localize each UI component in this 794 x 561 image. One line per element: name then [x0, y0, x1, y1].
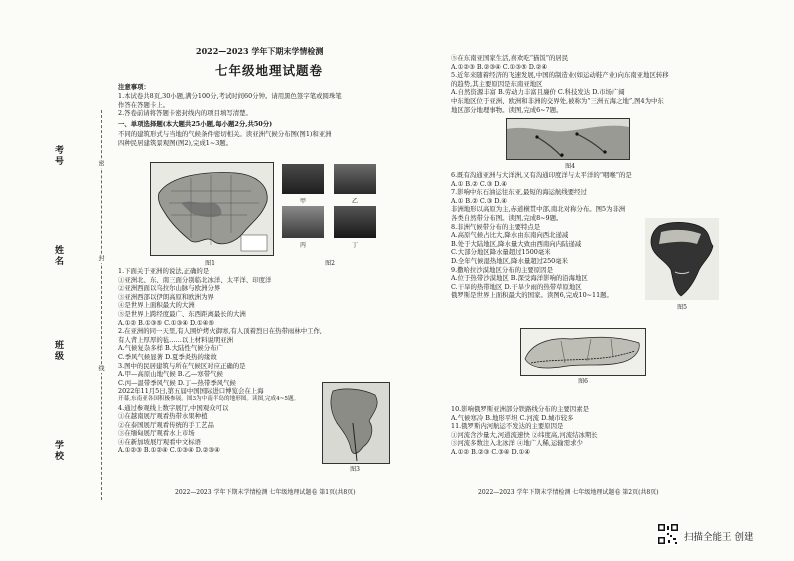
photo-label-ding: 丁: [351, 242, 358, 249]
fig1-caption: 图1: [205, 260, 215, 267]
house-photo-ding: [334, 206, 376, 238]
question-line: ③河流多数注入北冰洋 ④地广人稀,运输需求少: [451, 439, 583, 448]
question-line: C.干旱的热带地区 D.干旱少雨的热带草原地区: [451, 282, 582, 291]
question-line: ①河流含沙量大,河道流速快 ②纬度高,河流结冰期长: [451, 430, 598, 439]
question-line: 地区部分地理事物。读图,完成6~7题。: [451, 105, 563, 114]
photo-label-bing: 丙: [299, 242, 306, 249]
question-line: D.全年气候湿热地区,降水量超过250毫米: [451, 256, 569, 265]
question-line: A.①②③ B.①②④ C.①③④ D.②③④: [118, 446, 220, 455]
asia-climate-map: [150, 162, 274, 256]
question-line: A.气候复杂多样 B.大陆性气候分布广: [118, 344, 223, 353]
question-line: ③在缅甸展厅观看水上市场: [118, 429, 195, 438]
intro-line: 四种民居建筑景观图(图2),完成1~3题。: [118, 138, 233, 147]
question-line: ⑤是世界上跨经度最广、东西距离最长的大洲: [118, 309, 246, 318]
question-line: 1.下面关于亚洲的说法,正确的是: [118, 267, 210, 275]
indochina-map-drawing: [323, 383, 389, 463]
notes-line: 2.答卷前请将答题卡密封线内的项目填写清楚。: [118, 109, 252, 118]
question-line: ②亚洲西面以乌拉尔山脉与欧洲分界: [118, 284, 221, 293]
question-line: 10.影响俄罗斯亚洲部分铁路线分布的主要因素是: [451, 405, 589, 413]
fig2-caption: 图2: [325, 260, 335, 267]
label-exam-no: 考号: [53, 145, 63, 167]
question-line: A.① B.② C.③ D.④: [451, 196, 508, 205]
question-line: C.季风气候显著 D.夏季炎热的缘故: [118, 352, 217, 361]
russia-map: [520, 328, 646, 376]
footer-right: 2022—2023 学年下期末学情检测 七年级地理试题卷 第2页(共8页): [478, 489, 659, 496]
question-line: ①在越南展厅观看热带水果种植: [118, 412, 208, 421]
house-photo-yi: [334, 164, 376, 194]
question-line: A.位于热带沙漠地区 B.深受海洋影响的沿海地区: [451, 274, 588, 283]
notes-block: [118, 92, 342, 118]
fig4-caption: 图4: [565, 163, 575, 170]
question-line: C.丙—温带季风气候 D.丁—热带季风气候: [118, 378, 236, 387]
question-line: A.①② B.①③⑤ C.①③④ D.①④⑤: [118, 318, 215, 327]
question-line: 2.在亚洲的同一天里,有人围炉烤火御寒,有人顶着烈日在热带雨林中工作,: [118, 327, 322, 336]
question-line: A.气候寒冷 B.地形平坦 C.河流 D.城市较多: [451, 413, 574, 422]
scanner-label: 扫描全能王 创建: [684, 532, 754, 543]
notes-heading: 注意事项：: [118, 83, 150, 91]
section1-title: 一、单项选择题(本大题共25小题,每小题2分,共50分): [118, 120, 273, 128]
question-line: 11.俄罗斯内河航运不发达的主要原因是: [451, 422, 564, 431]
binding-mark-3: 线: [97, 365, 104, 373]
question-line: 有人背上厚厚的毡……以上材料说明亚洲: [118, 335, 234, 344]
question-line: A.高原气候占比大,降水由东南向西北递减: [451, 231, 569, 240]
question-line: ④在新加坡展厅观看中文标语: [118, 437, 202, 446]
question-line: A.①② B.②③ C.③④ D.①④: [451, 447, 530, 456]
binding-dashed-line: [101, 110, 102, 500]
question-line: 开幕,东南亚各国积极参展。图3为中南半岛的地形图。读图,完成4~5题。: [118, 395, 300, 402]
question-line: 5.近年来随着经济的飞速发展,中国的制造业(如运动鞋产业)向东南亚地区转移: [451, 71, 669, 80]
question-line: ④是世界上面积最大的大洲: [118, 301, 195, 310]
right-questions-b: [451, 171, 632, 300]
notes-line: 1.本试卷共8页,30小题,满分100分,考试时间60分钟。请用黑色签字笔或圆珠笔: [118, 92, 342, 100]
question-line: A.① B.② C.③ D.④: [451, 179, 508, 188]
question-line: ①亚洲北、东、南三面分别临北冰洋、太平洋、印度洋: [118, 275, 272, 284]
right-questions-a: [451, 54, 669, 114]
middle-east-map: [506, 118, 630, 160]
photo-label-jia: 甲: [299, 198, 306, 205]
right-questions-c: [451, 405, 598, 457]
question-line: 4.通过参观线上数字展厅,中国观众可以: [118, 403, 229, 412]
house-photo-bing: [282, 206, 324, 238]
section1-intro: [118, 130, 332, 147]
photo-label-yi: 乙: [351, 198, 358, 205]
question-line: ③亚洲西部以伊朗高原和欧洲为界: [118, 292, 214, 301]
footer-left: 2022—2023 学年下期末学情检测 七年级地理试题卷 第1页(共8页): [175, 489, 356, 496]
question-line: 的趋势,其主要原因是东南亚地区: [451, 79, 543, 88]
label-name: 姓名: [53, 245, 63, 267]
question-line: 8.非洲气候带分布的主要特点是: [451, 222, 541, 231]
label-school: 学校: [53, 440, 63, 462]
binding-mark-1: 密: [97, 160, 104, 168]
year-title: 2022—2023 学年下期末学情检测: [196, 46, 324, 56]
qr-code-icon: [657, 523, 679, 545]
question-line: B.处于大陆地区,降水量大致由西南向内陆递减: [451, 239, 582, 248]
africa-map: [645, 218, 719, 300]
middle-east-map-drawing: [507, 119, 629, 159]
house-photo-jia: [282, 164, 324, 194]
question-line: 9.撒哈拉沙漠地区分布的主要原因是: [451, 265, 553, 274]
fig6-caption: 图6: [578, 378, 588, 385]
intro-line: 不同的建筑形式与当地的气候条件密切相关。读亚洲气候分布图(图1)和亚洲: [118, 130, 332, 138]
qr-code-drawing: [657, 523, 679, 545]
indochina-map: [322, 382, 390, 464]
question-line: 俄罗斯是世界上面积最大的国家。读图6,完成10~11题。: [451, 291, 613, 300]
notes-line: 作答在答题卡上。: [118, 100, 170, 109]
russia-map-drawing: [521, 329, 645, 375]
fig3-caption: 图3: [350, 466, 360, 473]
question-line: 各类自然带分布图。读图,完成8~9题。: [451, 213, 563, 222]
question-line: ②在泰国展厅观看传统的手工艺品: [118, 420, 214, 429]
question-line: A.自然资源丰富 B.劳动力丰富且廉价 C.科技发达 D.市场广阔: [451, 88, 625, 97]
binding-mark-2: 封: [97, 255, 104, 263]
question-line: 中东地区位于亚洲、欧洲和非洲的交界处,被称为“三洲五海之地”,图4为中东: [451, 96, 664, 105]
label-class: 班级: [53, 340, 63, 362]
question-line: 7.影响中东石油运往东亚,最短的海运航线要经过: [451, 188, 587, 197]
fig5-caption: 图5: [677, 304, 687, 311]
left-questions: [118, 267, 322, 455]
question-line: ⑤在东南亚国家生活,喜欢吃“猫饭”的居民: [451, 54, 569, 62]
question-line: 3.图中的民居建筑与所在气候区对应正确的是: [118, 361, 246, 370]
africa-map-drawing: [645, 218, 719, 300]
subject-title: 七年级地理试题卷: [215, 63, 324, 78]
question-line: 2022年11月5日,第五届中国国际进口博览会在上海: [118, 387, 264, 396]
asia-map-drawing: [151, 163, 273, 255]
question-line: 6.既有沟通亚洲与大洋洲,又有沟通印度洋与太平洋的“咽喉”的是: [451, 171, 632, 179]
question-line: 非洲地形以高原为主,赤道横贯中部,南北对称分布。图5为非洲: [451, 205, 626, 214]
question-line: C.大部分地区降水量超过1500毫米: [451, 248, 551, 257]
question-line: A.①②③ B.②③④ C.①③⑤ D.②④: [451, 62, 548, 71]
question-line: A.甲—高原山地气候 B.乙—寒带气候: [118, 370, 223, 379]
